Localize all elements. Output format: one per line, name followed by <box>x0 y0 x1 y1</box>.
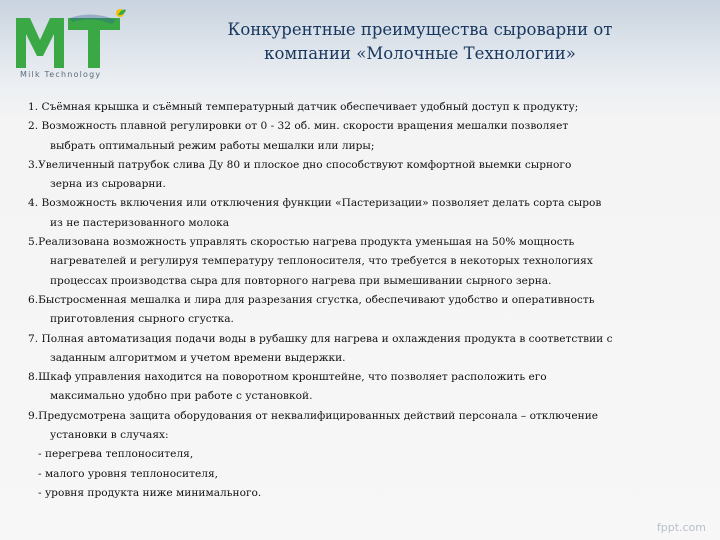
item-text: 7. Полная автоматизация подачи воды в рубашку для нагрева и охлаждения продукта в соответствии с <box>28 332 613 345</box>
watermark: fppt.com <box>656 521 706 534</box>
sub-item: - уровня продукта ниже минимального. <box>38 486 262 499</box>
list-item <box>28 117 660 156</box>
item-text-cont: приготовления сырного сгустка. <box>50 313 234 326</box>
item-text: 5.Реализована возможность управлять скоростью нагрева продукта уменьшая на 50% мощность <box>28 236 575 249</box>
item-text-cont: установки в случаях: <box>50 429 169 442</box>
list-item <box>28 368 660 407</box>
page-title <box>150 18 690 66</box>
item-text-cont: максимально удобно при работе с установкой. <box>50 390 313 403</box>
item-text: 3.Увеличенный патрубок слива Ду 80 и плоское дно способствуют комфортной выемки сырного <box>28 158 572 171</box>
item-text: 8.Шкаф управления находится на поворотном кронштейне, что позволяет расположить его <box>28 371 547 384</box>
list-item <box>28 194 660 233</box>
item-text: 9.Предусмотрена защита оборудования от неквалифицированных действий персонала – отключение <box>28 409 599 422</box>
item-text: 4. Возможность включения или отключения функции «Пастеризации» позволяет делать сорта сыров <box>28 197 602 210</box>
item-text-cont: нагревателей и регулируя температуру теплоносителя, что требуется в некоторых технологиях <box>50 255 593 268</box>
list-item <box>28 98 660 117</box>
item-text-cont: процессах производства сыра для повторного нагрева при вымешивании сырного зерна. <box>50 274 552 287</box>
item-text: 2. Возможность плавной регулировки от 0 - 32 об. мин. скорости вращения мешалки позволяет <box>28 120 569 133</box>
list-item <box>28 330 660 369</box>
list-item <box>28 291 660 330</box>
advantages-list <box>28 98 660 503</box>
item-text-cont: заданным алгоритмом и учетом времени выдержки. <box>50 351 346 364</box>
item-text: 6.Быстросменная мешалка и лира для разрезания сгустка, обеспечивают удобство и оперативность <box>28 293 595 306</box>
item-text: 1. Съёмная крышка и съёмный температурный датчик обеспечивает удобный доступ к продукту; <box>28 101 579 113</box>
list-item <box>28 233 660 291</box>
sub-item: - малого уровня теплоносителя, <box>38 467 219 480</box>
list-item <box>28 156 660 195</box>
item-text-cont: зерна из сыроварни. <box>50 178 166 191</box>
title-line-2: компании «Молочные Технологии» <box>264 44 576 63</box>
list-item <box>28 407 660 446</box>
title-line-1: Конкурентные преимущества сыроварни от <box>227 20 613 39</box>
sub-item: - перегрева теплоносителя, <box>38 448 194 461</box>
logo-caption: Milk Technology <box>20 70 102 79</box>
item-text-cont: выбрать оптимальный режим работы мешалки или лиры; <box>50 139 375 152</box>
item-text-cont: из не пастеризованного молока <box>50 216 230 229</box>
